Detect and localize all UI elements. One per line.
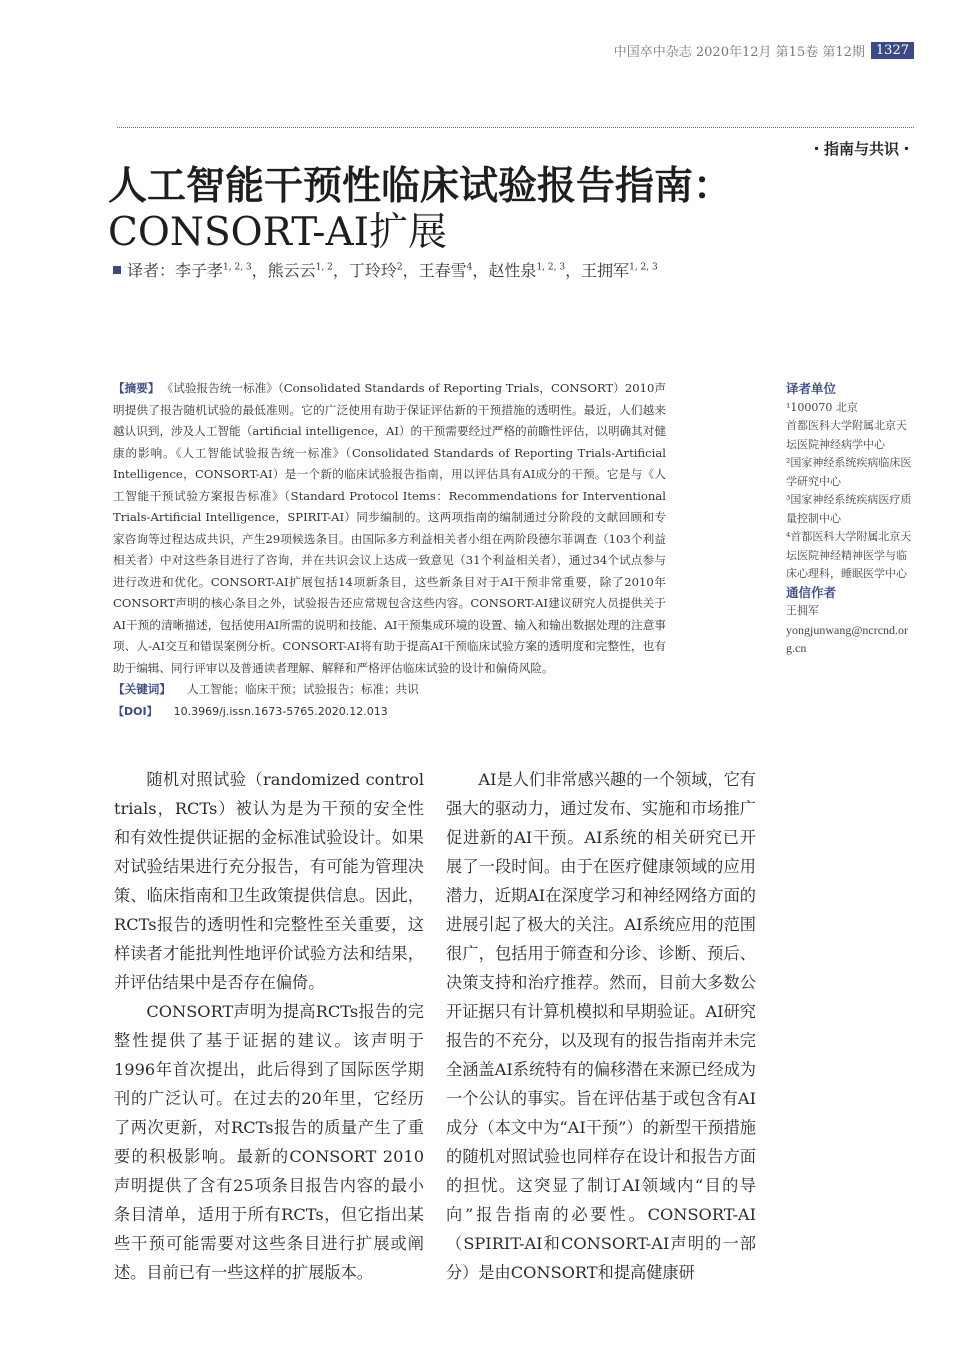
journal-name: 中国卒中杂志 [613,45,692,60]
affiliation-item: 首都医科大学附属北京天坛医院神经病学中心 [786,419,907,451]
doi-label: 【DOI】 [113,704,158,718]
author-affiliation: 1, 2, 3 [536,262,566,273]
body-paragraph: AI是人们非常感兴趣的一个领域，它有强大的驱动力，通过发布、实施和市场推广促进新的AI干预。AI系统的相关研究已开展了一段时间。由于在医疗健康领域的应用潜力，近期AI在深度学习和神经网络方面的进展引起了极大的关注。AI系统应用的范围很广，包括用于筛查和分诊、诊断、预后、决策支持和治疗推荐。然而，目前大多数公开证据只有计算机模拟和早期验证。AI研究报告的不充分，以及现有的报告指南并未完全涵盖AI系统特有的偏移潜在来源已经成为一个公认的事实。旨在评估基于或包含有AI成分（本文中为“AI干预”）的新型干预措施的随机对照试验也同样存在设计和报告方面的担忧。这突显了制订AI领域内“目的导向”报告指南的必要性。CONSORT-AI（SPIRIT-AI和CONSORT-AI声明的一部分）是由CONSORT和提高健康研 [446,770,756,1282]
abstract-block [113,378,666,722]
author-name: 熊云云 [267,261,316,280]
title-line-1: 人工智能干预性临床试验报告指南： [108,163,733,209]
body-paragraph: CONSORT声明为提高RCTs报告的完整性提供了基于证据的建议。该声明于1996年首次提出，此后得到了国际医学期刊的广泛认可。在过去的20年里，它经历了两次更新，对RCTs报告的质量产生了重要的积极影响。最新的CONSORT 2010声明提供了含有25项条目报告内容的最小条目清单，适用于所有RCTs，但它指出某些干预可能需要对这些条目进行扩展或阐述。目前已有一些这样的扩展版本。 [114,1002,424,1282]
keywords-label: 【关键词】 [113,682,171,696]
author-name: 赵性泉 [488,261,537,280]
square-bullet-icon [113,266,121,274]
author-name: 王拥军 [581,261,630,280]
affiliation-sidebar [786,380,916,658]
page-number: 1327 [871,42,914,59]
keywords [113,679,666,701]
abstract-label: 【摘要】 [113,381,160,395]
author-affiliation: 1, 2, 3 [629,262,658,273]
issue: 第12期 [822,45,865,60]
section-tag: ・指南与共识・ [808,140,914,158]
article-title [108,163,808,256]
issue-date: 2020年12月 [695,45,772,60]
affiliation-item: ¹100070 北京 [786,400,858,414]
author-name: 王春雪 [418,261,467,280]
doi-text[interactable]: 10.3969/j.issn.1673-5765.2020.12.013 [173,704,388,718]
author-name: 李子孝 [175,261,224,280]
volume: 第15卷 [775,45,819,60]
corresponding-name: 王拥军 [786,604,819,617]
author-affiliation: 1, 2, 3 [223,262,252,273]
affiliation-item: ⁴首都医科大学附属北京天坛医院神经精神医学与临床心理科，睡眠医学中心 [786,530,912,580]
affiliation-item: ²国家神经系统疾病临床医学研究中心 [786,456,912,488]
affiliation-item: ³国家神经系统疾病医疗质量控制中心 [786,493,912,525]
corresponding-email[interactable]: yongjunwang@ncrcnd.org.cn [786,622,909,655]
keywords-text: 人工智能；临床干预；试验报告；标准；共识 [186,682,419,696]
doi [113,701,666,723]
header-divider [117,127,914,128]
affiliation-title: 译者单位 [786,381,837,396]
authors-prefix: 译者： [127,261,176,280]
author-affiliation: 1, 2 [315,262,333,273]
author-affiliation: 2 [396,262,403,273]
body-paragraph: 随机对照试验（randomized control trials，RCTs）被认为是为干预的安全性和有效性提供证据的金标准试验设计。如果对试验结果进行充分报告，有可能为管理决策、临床指南和卫生政策提供信息。因此，RCTs报告的透明性和完整性至关重要，这样读者才能批判性地评价试验方法和结果，并评估结果中是否存在偏倚。 [114,770,424,992]
running-head [614,41,914,60]
author-name: 丁玲玲 [348,261,397,280]
abstract-text: 《试验报告统一标准》（Consolidated Standards of Reporting Trials，CONSORT）2010声明提供了报告随机试验的最低准则。它的广泛使用有助于保证评估新的干预措施的透明性。最近，人们越来越认识到，涉及人工智能（artificial intelligence，AI）的干预需要经过严格的前瞻性评估，以明确其对健康的影响。《人工智能试验报告统一标准》（Consolidated Standards of Reporting Trials-Artificial Intelligence，CONSORT-AI）是一个新的临床试验报告指南，用以评估具有AI成分的干预。它是与《人工智能干预试验方案报告标准》（Standard Protocol Items：Recommendations for Interventional Trials-Artificial Intelligence，SPIRIT-AI）同步编制的。这两项指南的编制通过分阶段的文献回顾和专家咨询等过程达成共识，产生29项候选条目。由国际多方利益相关者小组在两阶段德尔菲调查（103个利益相关者）中对这些条目进行了咨询，并在共识会议上达成一致意见（31个利益相关者），通过34个试点参与进行改进和优化。CONSORT-AI扩展包括14项新条目，这些新条目对于AI干预非常重要，除了2010年CONSORT声明的核心条目之外，试验报告还应常规包含这些内容。CONSORT-AI建议研究人员提供关于AI干预的清晰描述，包括使用AI所需的说明和技能、AI干预集成环境的设置、输入和输出数据处理的注意事项、人-AI交互和错误案例分析。CONSORT-AI将有助于提高AI干预临床试验方案的透明度和完整性，也有助于编辑、同行评审以及普通读者理解、解释和严格评估临床试验的设计和偏倚风险。 [113,381,666,675]
corresponding-title: 通信作者 [786,584,837,600]
title-line-2: CONSORT-AI扩展 [108,210,448,255]
author-line: 译者：李子孝$^{1, 2, 3}$，熊云云$^{1, 2}$，丁玲玲$^2$，王春雪$^4$，赵性泉$^{1, 2, 3}$，王拥军$^{1, 2, 3}$ [113,258,658,281]
body-column-left [114,765,424,1287]
author-affiliation: 4 [466,262,473,273]
body-column-right [446,765,756,1287]
abstract [113,378,666,679]
